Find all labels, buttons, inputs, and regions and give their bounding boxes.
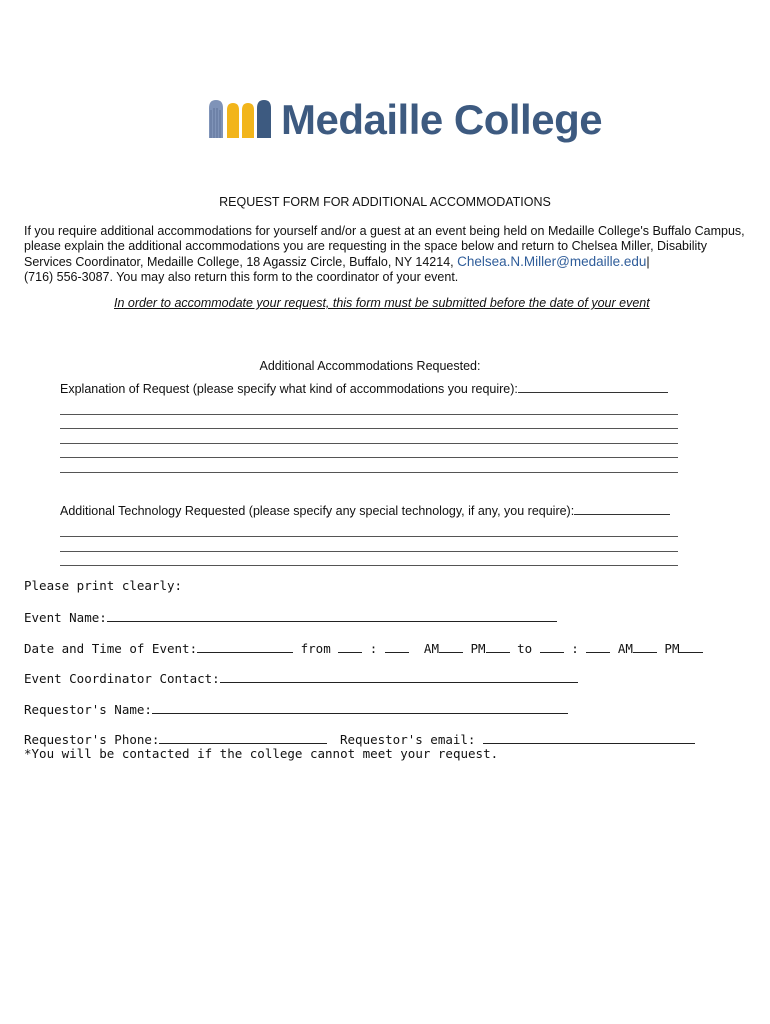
event-name-label: Event Name:: [24, 610, 107, 625]
from-hour-field[interactable]: [338, 640, 362, 653]
requestor-phone-label: Requestor's Phone:: [24, 732, 160, 747]
print-clearly-label: Please print clearly:: [24, 578, 183, 593]
requestor-email-field[interactable]: [483, 731, 695, 744]
logo-mark-icon: [207, 98, 273, 138]
from-am-field[interactable]: [439, 640, 463, 653]
technology-line-1[interactable]: [60, 536, 678, 537]
to-label: to: [517, 641, 533, 656]
from-pm-field[interactable]: [486, 640, 510, 653]
requestor-email-row: [340, 731, 695, 747]
intro-text-after: (716) 556-3087. You may also return this form to the coordinator of your event.: [24, 270, 459, 284]
medaille-college-logo: [207, 92, 603, 152]
from-minute-field[interactable]: [385, 640, 409, 653]
coordinator-email-link[interactable]: Chelsea.N.Miller@medaille.edu: [457, 254, 647, 269]
submission-notice: In order to accommodate your request, this form must be submitted before the date of your event: [114, 296, 650, 310]
explanation-line-2[interactable]: [60, 428, 678, 429]
explanation-label: Explanation of Request (please specify what kind of accommodations you require):: [60, 382, 518, 396]
form-title: REQUEST FORM FOR ADDITIONAL ACCOMMODATIONS: [219, 195, 551, 209]
requestor-phone-row: [24, 731, 327, 747]
technology-label: Additional Technology Requested (please specify any special technology, if any, you require):: [60, 504, 575, 518]
event-name-field[interactable]: [107, 609, 557, 622]
to-minute-field[interactable]: [586, 640, 610, 653]
requestor-name-field[interactable]: [152, 701, 568, 714]
logo-wordmark: Medaille College: [281, 96, 603, 143]
event-name-row: [24, 609, 557, 625]
coordinator-field[interactable]: [220, 670, 578, 683]
explanation-row: [60, 381, 668, 396]
technology-row: [60, 503, 670, 518]
from-colon: :: [369, 641, 378, 656]
event-date-field[interactable]: [197, 640, 293, 653]
explanation-line-1[interactable]: [60, 414, 678, 415]
explanation-line-5[interactable]: [60, 472, 678, 473]
requestor-phone-field[interactable]: [159, 731, 327, 744]
explanation-line-4[interactable]: [60, 457, 678, 458]
technology-blank[interactable]: [574, 503, 670, 515]
to-colon: :: [571, 641, 579, 656]
technology-line-3[interactable]: [60, 565, 678, 566]
accommodations-heading: Additional Accommodations Requested:: [259, 359, 481, 373]
to-am-field[interactable]: [633, 640, 657, 653]
footnote: *You will be contacted if the college cannot meet your request.: [24, 746, 499, 761]
from-am-label: AM: [423, 641, 439, 656]
separator: |: [646, 255, 650, 269]
date-time-row: [24, 640, 703, 656]
to-hour-field[interactable]: [540, 640, 564, 653]
to-am-label: AM: [617, 641, 633, 656]
requestor-name-row: [24, 701, 568, 717]
from-pm-label: PM: [470, 641, 486, 656]
date-time-label: Date and Time of Event:: [24, 641, 198, 656]
requestor-name-label: Requestor's Name:: [24, 702, 152, 717]
intro-paragraph: [24, 224, 754, 285]
explanation-line-3[interactable]: [60, 443, 678, 444]
explanation-blank[interactable]: [518, 381, 668, 393]
requestor-email-label: Requestor's email:: [340, 732, 476, 747]
technology-line-2[interactable]: [60, 551, 678, 552]
from-label: from: [300, 641, 331, 656]
intro-text: If you require additional accommodations for yourself and/or a guest at an event being held on Medaille College's Buffalo Campus, please explain the additional accommodations you are requesting in the space below and return to Chelsea Miller, Disability Services Coordinator, Medaille College, 18 Agassiz Circle, Buffalo, NY 14214,: [24, 224, 745, 269]
coordinator-label: Event Coordinator Contact:: [24, 671, 220, 686]
coordinator-row: [24, 670, 578, 686]
to-pm-field[interactable]: [679, 640, 703, 653]
to-pm-label: PM: [664, 641, 680, 656]
